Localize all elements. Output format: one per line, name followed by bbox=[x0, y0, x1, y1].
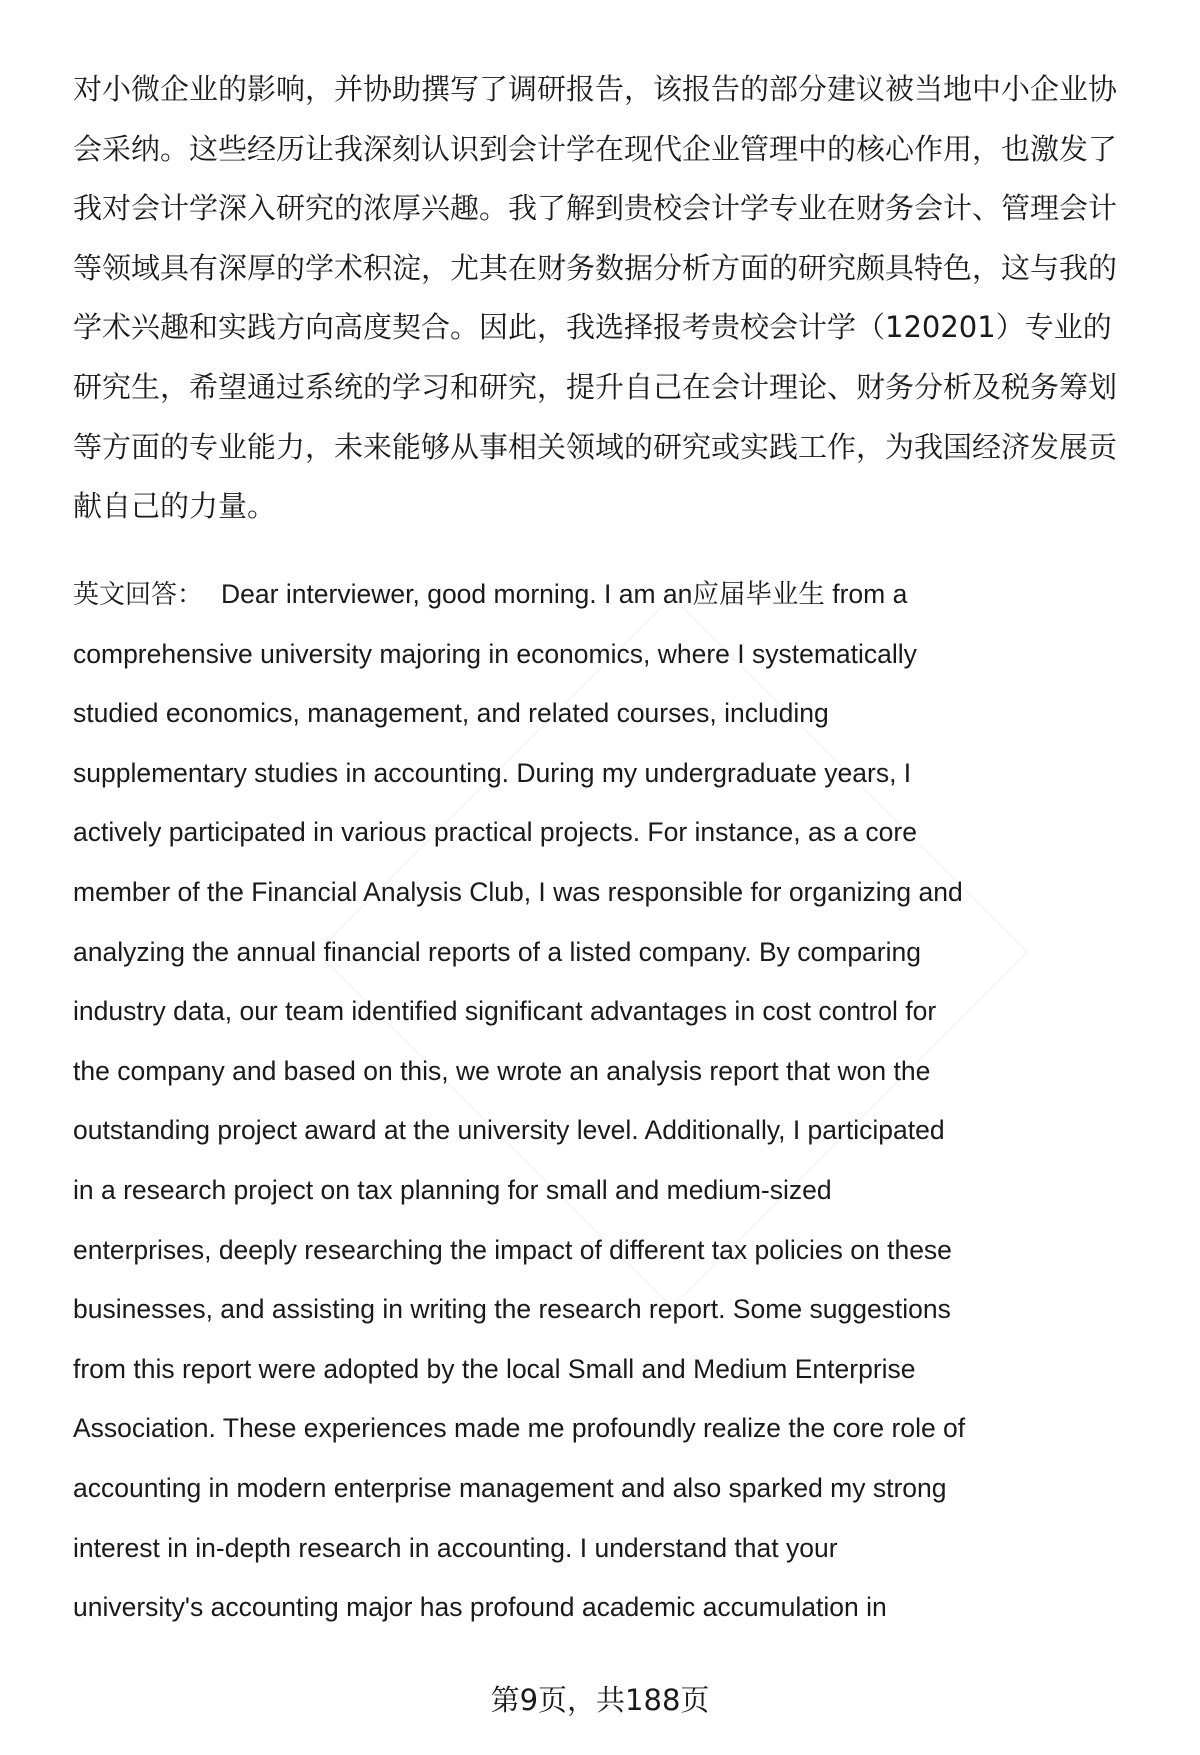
text-line: 研究生，希望通过系统的学习和研究，提升自己在会计理论、财务分析及税务筹划 bbox=[73, 370, 1118, 404]
text-line: actively participated in various practical projects. For instance, as a core bbox=[73, 817, 917, 848]
text-line: the company and based on this, we wrote an analysis report that won the bbox=[73, 1055, 931, 1086]
text-line: industry data, our team identified significant advantages in cost control for bbox=[73, 996, 937, 1027]
text-line: from this report were adopted by the local Small and Medium Enterprise bbox=[73, 1353, 916, 1384]
page-indicator: 第9页，共188页 bbox=[490, 1683, 710, 1717]
text-line: in a research project on tax planning for small and medium-sized bbox=[73, 1175, 832, 1205]
text-line: university's accounting major has profound academic accumulation in bbox=[73, 1592, 887, 1623]
text-line: Association. These experiences made me profoundly realize the core role of bbox=[73, 1413, 966, 1444]
text-line: 等领域具有深厚的学术积淀，尤其在财务数据分析方面的研究颇具特色，这与我的 bbox=[73, 250, 1118, 285]
text-line: 献自己的力量。 bbox=[73, 489, 277, 524]
text-line: outstanding project award at the university level. Additionally, I participated bbox=[73, 1115, 945, 1146]
text-line: 学术兴趣和实践方向高度契合。因此，我选择报考贵校会计学（120201）专业的 bbox=[73, 310, 1112, 345]
text-line: 等方面的专业能力，未来能够从事相关领域的研究或实践工作，为我国经济发展贡 bbox=[73, 429, 1118, 464]
text-line: 会采纳。这些经历让我深刻认识到会计学在现代企业管理中的核心作用，也激发了 bbox=[73, 131, 1118, 166]
english-answer-label: 英文回答： bbox=[73, 580, 204, 610]
text-line: accounting in modern enterprise management and also sparked my strong bbox=[73, 1473, 947, 1503]
text-line: analyzing the annual financial reports of a listed company. By comparing bbox=[73, 936, 921, 967]
text-line: comprehensive university majoring in economics, where I systematically bbox=[73, 638, 917, 669]
text-line: enterprises, deeply researching the impact of different tax policies on these bbox=[73, 1234, 952, 1265]
text-line: studied economics, management, and related courses, including bbox=[73, 698, 829, 729]
text-line: 对小微企业的影响，并协助撰写了调研报告，该报告的部分建议被当地中小企业协 bbox=[73, 72, 1118, 106]
text-line: interest in in-depth research in accounting. I understand that your bbox=[73, 1532, 838, 1563]
text-line bbox=[73, 574, 907, 615]
text-line: businesses, and assisting in writing the research report. Some suggestions bbox=[73, 1294, 951, 1325]
text-line: supplementary studies in accounting. During my undergraduate years, I bbox=[73, 757, 912, 788]
text-line: member of the Financial Analysis Club, I was responsible for organizing and bbox=[73, 877, 963, 907]
text-line: 我对会计学深入研究的浓厚兴趣。我了解到贵校会计学专业在财务会计、管理会计 bbox=[73, 191, 1118, 226]
text-span: Dear interviewer, good morning. I am an应届毕业生 from a bbox=[221, 579, 908, 609]
